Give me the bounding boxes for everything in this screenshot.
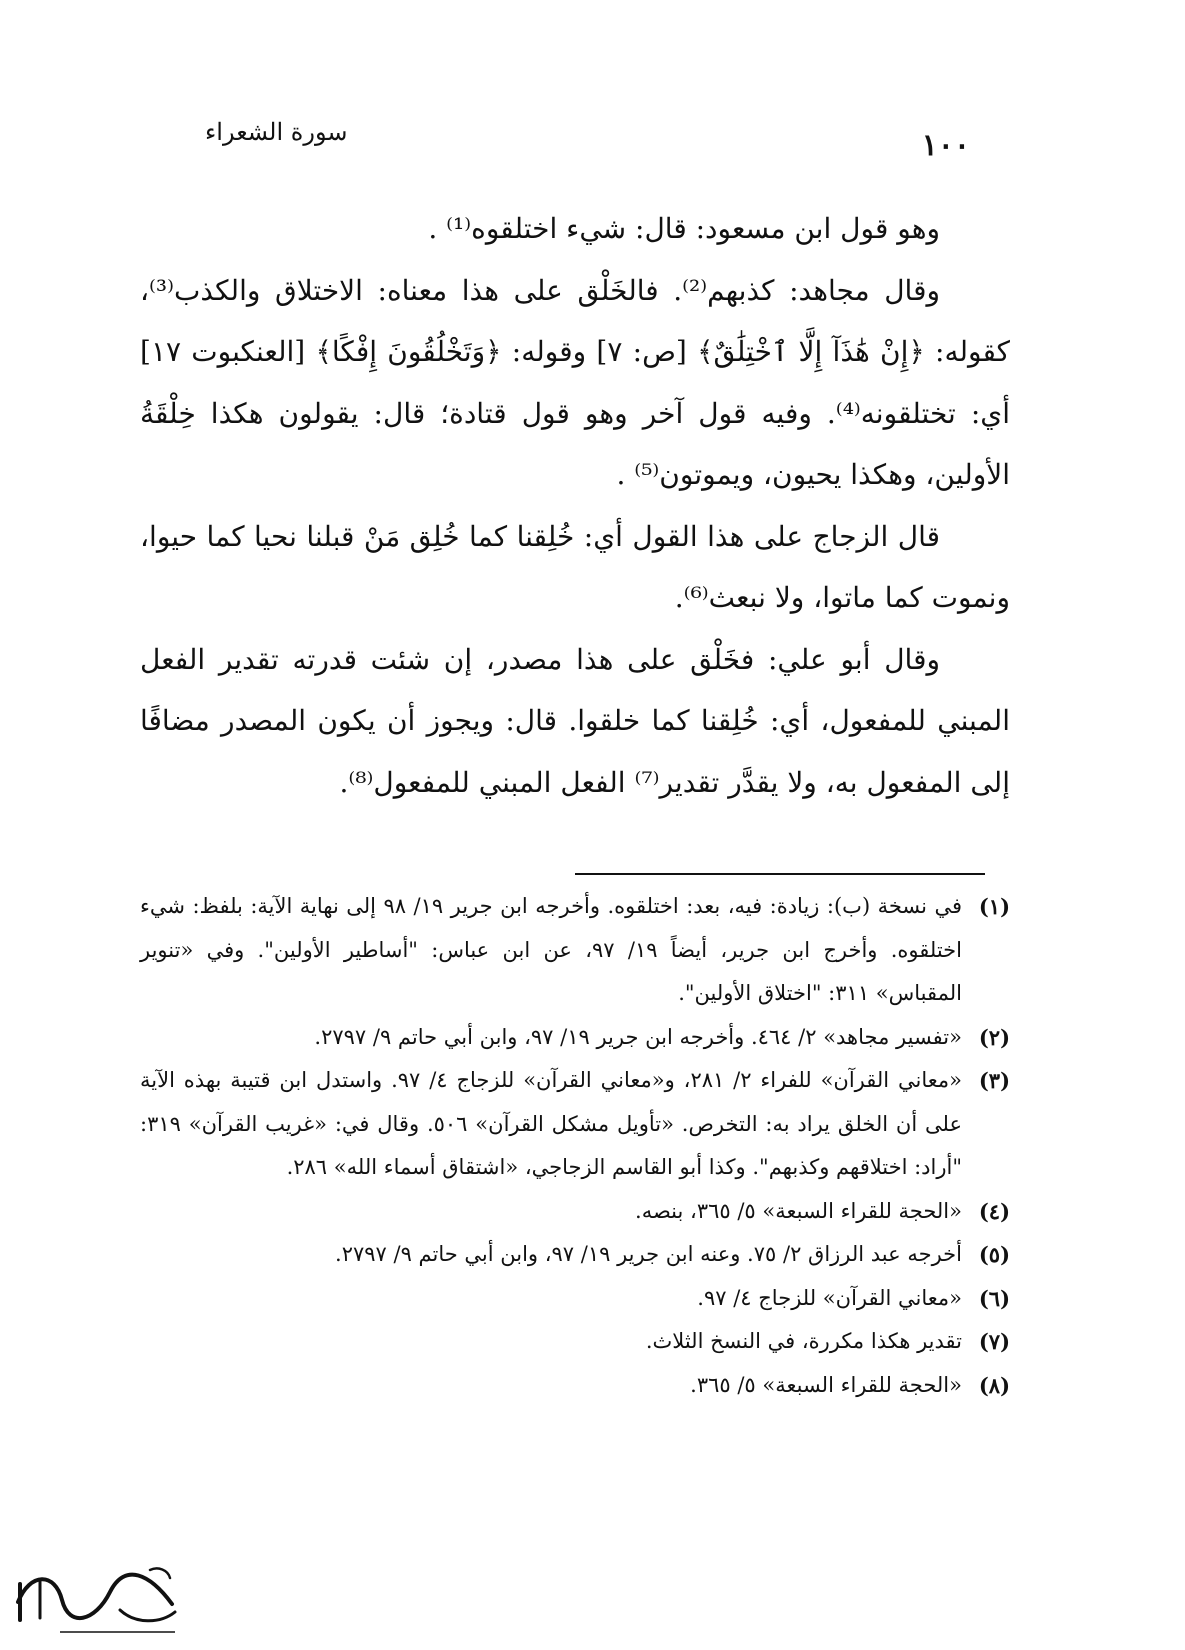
paragraph: وهو قول ابن مسعود: قال: شيء اختلقوه⁽¹⁾ . (428, 212, 940, 245)
footnote-text: «تفسير مجاهد» ٢/ ٤٦٤. وأخرجه ابن جرير ١٩/ ٩٧، وابن أبي حاتم ٩/ ٢٧٩٧. (314, 1024, 962, 1049)
footnotes (140, 885, 1010, 1407)
footnote (140, 1320, 1010, 1364)
footnote-text: «الحجة للقراء السبعة» ٥/ ٣٦٥. (690, 1372, 962, 1397)
paragraph: وقال مجاهد: كذبهم⁽²⁾. فالخَلْق على هذا معناه: الاختلاق والكذب⁽³⁾، كقوله: ﴿إِنْ هَٰذَآ إِلَّا ٱخْتِلَٰقٌ﴾ [ص: ٧] وقوله: ﴿وَتَخْلُقُونَ إِفْكًا﴾ [العنكبوت ١٧] أي: تختلقونه⁽⁴⁾. وفيه قول آخر وهو قول قتادة؛ قال: يقولون هكذا خِلْقَةُ الأولين، وهكذا يحيون، ويموتون⁽⁵⁾ . (140, 273, 1010, 491)
footnote-text: «معاني القرآن» للزجاج ٤/ ٩٧. (697, 1285, 962, 1310)
footnote-number: (٧) (978, 1329, 1010, 1354)
main-text (140, 198, 1010, 813)
footnote-number: (٥) (978, 1242, 1010, 1267)
footnote-number: (٦) (978, 1285, 1010, 1311)
footnote-text: «معاني القرآن» للفراء ٢/ ٢٨١، و«معاني القرآن» للزجاج ٤/ ٩٧. واستدل ابن قتيبة بهذه الآية على أن الخلق يراد به: التخرص. «تأويل مشكل القرآن» ٥٠٦. وقال في: «غريب القرآن» ٣١٩: "أراد: اختلاقهم وكذبهم". وكذا أبو القاسم الزجاجي، «اشتقاق أسماء الله» ٢٨٦. (140, 1068, 962, 1179)
footnote-divider (575, 873, 985, 875)
surah-title: سورة الشعراء (205, 118, 348, 146)
watermark-logo (0, 1562, 190, 1642)
page-header (205, 118, 970, 168)
footnote (140, 1016, 1010, 1060)
page-number: ١٠٠ (921, 128, 970, 163)
footnote-number: (١) (978, 894, 1010, 919)
footnote-text: «الحجة للقراء السبعة» ٥/ ٣٦٥، بنصه. (635, 1198, 962, 1223)
footnote (140, 1277, 1010, 1321)
footnote-text: تقدير هكذا مكررة، في النسخ الثلاث. (645, 1329, 962, 1353)
footnote-text: في نسخة (ب): زيادة: فيه، بعد: اختلقوه. وأخرجه ابن جرير ١٩/ ٩٨ إلى نهاية الآية: بلفظ: شيء اختلقوه. وأخرج ابن جرير، أيضاً ١٩/ ٩٧، عن ابن عباس: "أساطير الأولين". وفي «تنوير المقباس» ٣١١: "اختلاق الأولين". (140, 894, 963, 1005)
footnote (140, 885, 1010, 1016)
footnote (140, 1190, 1010, 1234)
footnote-number: (٤) (978, 1198, 1010, 1224)
paragraph: قال الزجاج على هذا القول أي: خُلِقنا كما خُلِق مَنْ قبلنا نحيا كما حيوا، ونموت كما ماتوا، ولا نبعث⁽⁶⁾. (140, 519, 1010, 614)
footnote-number: (٣) (978, 1068, 1010, 1093)
footnote (140, 1233, 1010, 1277)
footnote-number: (٢) (978, 1024, 1010, 1050)
footnote-number: (٨) (978, 1372, 1010, 1398)
footnote (140, 1059, 1010, 1190)
footnote (140, 1364, 1010, 1408)
paragraph: وقال أبو علي: فخَلْق على هذا مصدر، إن شئت قدرته تقدير الفعل المبني للمفعول، أي: خُلِقنا كما خلقوا. قال: ويجوز أن يكون المصدر مضافًا إلى المفعول به، ولا يقدَّر تقدير⁽⁷⁾ الفعل المبني للمفعول⁽⁸⁾. (140, 642, 1010, 799)
footnote-text: أخرجه عبد الرزاق ٢/ ٧٥. وعنه ابن جرير ١٩/ ٩٧، وابن أبي حاتم ٩/ ٢٧٩٧. (335, 1242, 962, 1266)
